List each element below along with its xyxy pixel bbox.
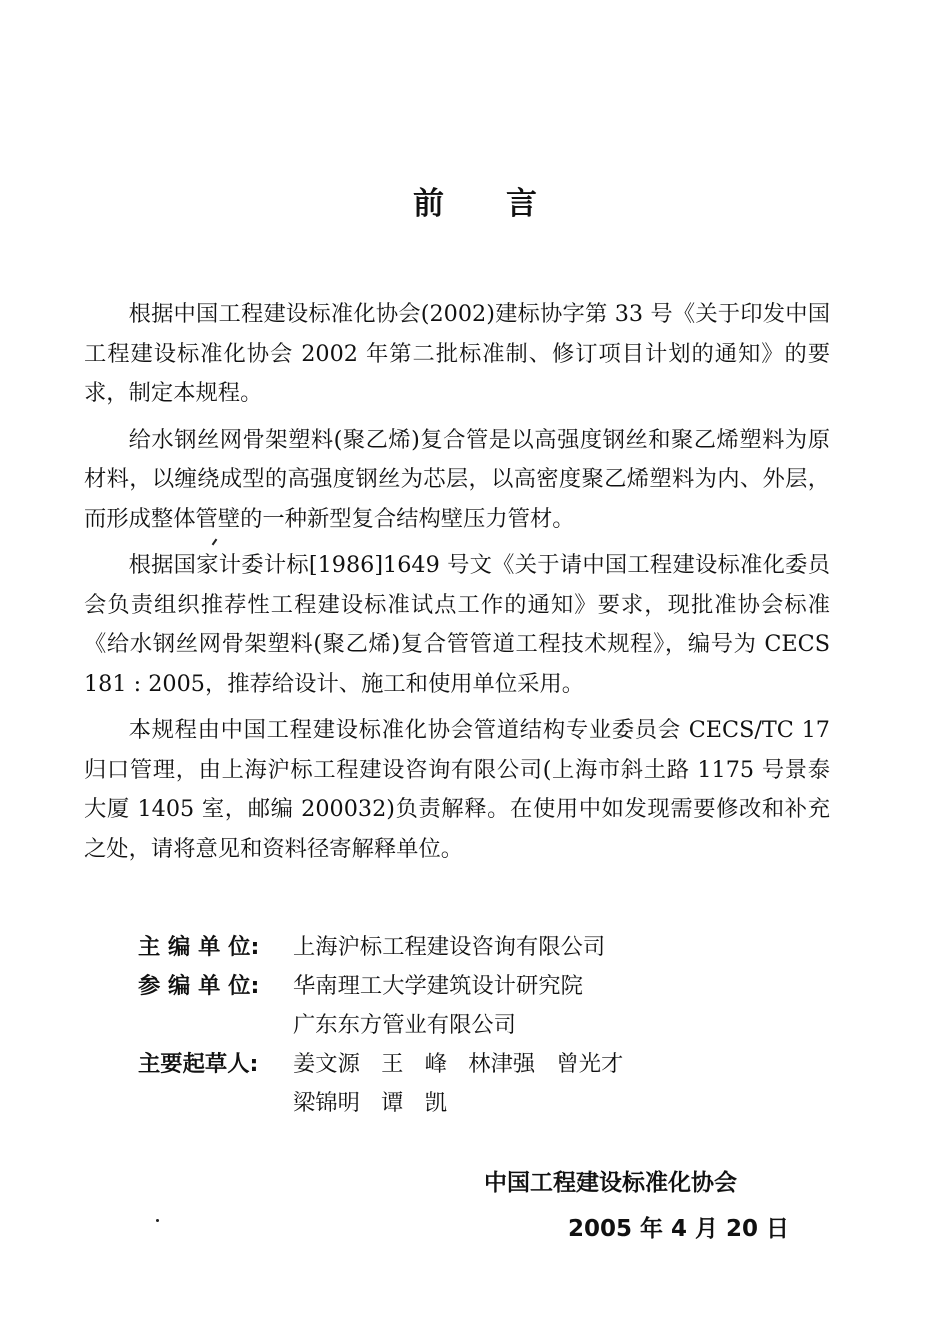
paragraph-2: 给水钢丝网骨架塑料(聚乙烯)复合管是以高强度钢丝和聚乙烯塑料为原材料，以缠绕成型的高强度钢丝为芯层，以高密度聚乙烯塑料为内、外层，而形成整体管壁的一种新型复合结构壁压力管材。: [84, 426, 830, 532]
paragraph-4: 本规程由中国工程建设标准化协会管道结构专业委员会 CECS/TC 17 归口管理，由上海沪标工程建设咨询有限公司(上海市斜土路 1175 号景泰大厦 1405 室，邮编 200032)负责解释。在使用中如发现需要修改和补充之处，请将意见和资料径寄解释单位。: [84, 717, 830, 862]
co-editor-unit-1: 华南理工大学建筑设计研究院: [293, 973, 583, 999]
page-title: 前言: [413, 186, 599, 222]
co-editors-values: [293, 967, 838, 1045]
credit-row-editor: [138, 928, 838, 967]
co-editor-unit-2: 广东东方管业有限公司: [293, 1012, 516, 1038]
drafters-label: 主要起草人:: [138, 1051, 259, 1077]
credits-block: [138, 928, 838, 1123]
editor-label: 主 编 单 位:: [138, 934, 260, 960]
paragraph-3: 根据国家计委计标[1986]1649 号文《关于请中国工程建设标准化委员会负责组织推荐性工程建设标准试点工作的通知》要求，现批准协会标准《给水钢丝网骨架塑料(聚乙烯)复合管管道工程技术规程》，编号为 CECS 181 : 2005，推荐给设计、施工和使用单位采用。: [84, 552, 830, 697]
signature-organization: 中国工程建设标准化协会: [484, 1170, 737, 1196]
co-editors-label: 参 编 单 位:: [138, 973, 260, 999]
editor-unit: 上海沪标工程建设咨询有限公司: [293, 934, 606, 960]
paragraph-1: 根据中国工程建设标准化协会(2002)建标协字第 33 号《关于印发中国工程建设标准化协会 2002 年第二批标准制、修订项目计划的通知》的要求，制定本规程。: [84, 301, 830, 406]
drafters-line-2: 梁锦明 谭 凯: [293, 1090, 448, 1116]
credit-row-co-editors: [138, 967, 838, 1045]
signature-date: 2005 年 4 月 20 日: [568, 1216, 790, 1242]
credit-row-drafters: [138, 1045, 838, 1123]
preface-body: [84, 295, 830, 876]
scan-dot: [156, 1219, 159, 1222]
editor-values: [293, 928, 838, 967]
drafters-values: [293, 1045, 838, 1123]
drafters-line-1: 姜文源 王 峰 林津强 曾光才: [293, 1051, 624, 1077]
signature-block: [470, 1160, 790, 1252]
